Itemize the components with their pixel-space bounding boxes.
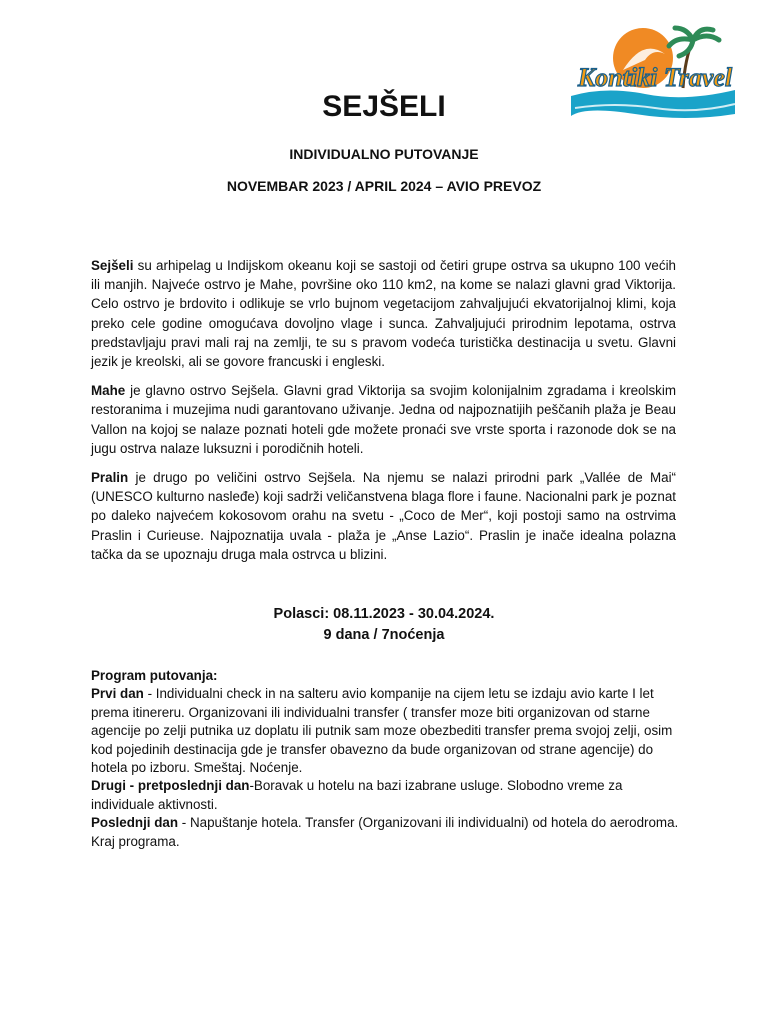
intro-text: [91, 256, 676, 574]
palm-icon: [669, 28, 719, 56]
program-day-first: Prvi dan - Individualni check in na salteru avio kompanije na cijem letu se izdaju avio karte I let prema itinereru. Organizovani ili individualni transfer ( transfer moze biti organizovan od starne agencije po zelji putnika uz doplatu ili putnik sam moze obezbediti transfer prema svojoj zelji, osim kod pojedinih destinacija gde je transfer obavezno da bude organizovan od strane agencije) do hotela po izboru. Smeštaj. Noćenje.: [91, 686, 673, 776]
trip-duration: 9 dana / 7noćenja: [323, 627, 445, 643]
departure-dates: Polasci: 08.11.2023 - 30.04.2024.: [273, 606, 495, 622]
page-title: SEJŠELI: [322, 90, 446, 123]
trip-type: INDIVIDUALNO PUTOVANJE: [289, 146, 479, 162]
program-block: [91, 667, 681, 851]
paragraph-praslin: Pralin je drugo po veličini ostrvo Sejšela. Na njemu se nalazi prirodni park „Vallée de Mai“ (UNESCO kulturno nasleđe) koji sadrži veličanstvena blaga flore i faune. Nacionalni park je poznat po daleko najvećem kokosovom orahu na svetu - „Coco de Mer“, koji postoji samo na ostrvima Praslin i Curieuse. Najpoznatija uvala - plaža je „Anse Lazio“. Praslin je inače idealna polazna tačka da se upoznaju druga mala ostrvca u blizini.: [91, 470, 676, 562]
trip-period: NOVEMBAR 2023 / APRIL 2024 – AVIO PREVOZ: [226, 178, 542, 194]
program-title: Program putovanja:: [91, 668, 218, 683]
program-day-middle: Drugi - pretposlednji dan-Boravak u hotelu na bazi izabrane usluge. Slobodno vreme za individuale aktivnosti.: [91, 778, 623, 812]
program-day-last: Poslednji dan - Napuštanje hotela. Transfer (Organizovani ili individualni) od hotela do aerodroma. Kraj programa.: [91, 815, 679, 849]
logo-wordmark: Kontiki Travel: [577, 63, 733, 92]
departures-block: [0, 604, 768, 646]
paragraph-seychelles: Sejšeli su arhipelag u Indijskom okeanu koji se sastoji od četiri grupe ostrva sa ukupno 100 većih ili manjih. Najveće ostrvo je Mahe, površine oko 110 km2, na kome se nalazi glavni grad Viktorija. Celo ostrvo je brdovito i odlikuje se vrlo bujnom vegetacijom zahvaljujući ekvatorijalnoj klimi, koja preko cele godine omogućava dovoljno vlage i sunca. Zahvaljujući prirodnim lepotama, ostrva predstavljaju pravi mali raj na zemlji, te su s pravom vodeća turistička destinacija u svetu. Glavni jezik je kreolski, ali se govore francuski i engleski.: [91, 258, 676, 370]
paragraph-mahe: Mahe je glavno ostrvo Sejšela. Glavni grad Viktorija sa svojim kolonijalnim zgradama i kreolskim restoranima i muzejima nudi garantovano uživanje. Jedna od najpoznatijih peščanih plaža je Beau Vallon na kojoj se nalaze poznati hoteli gde možete pronaći sve vrste sporta i razonode dok se na jugu ostrva nalaze luksuzni i porodičnih hoteli.: [91, 383, 676, 456]
